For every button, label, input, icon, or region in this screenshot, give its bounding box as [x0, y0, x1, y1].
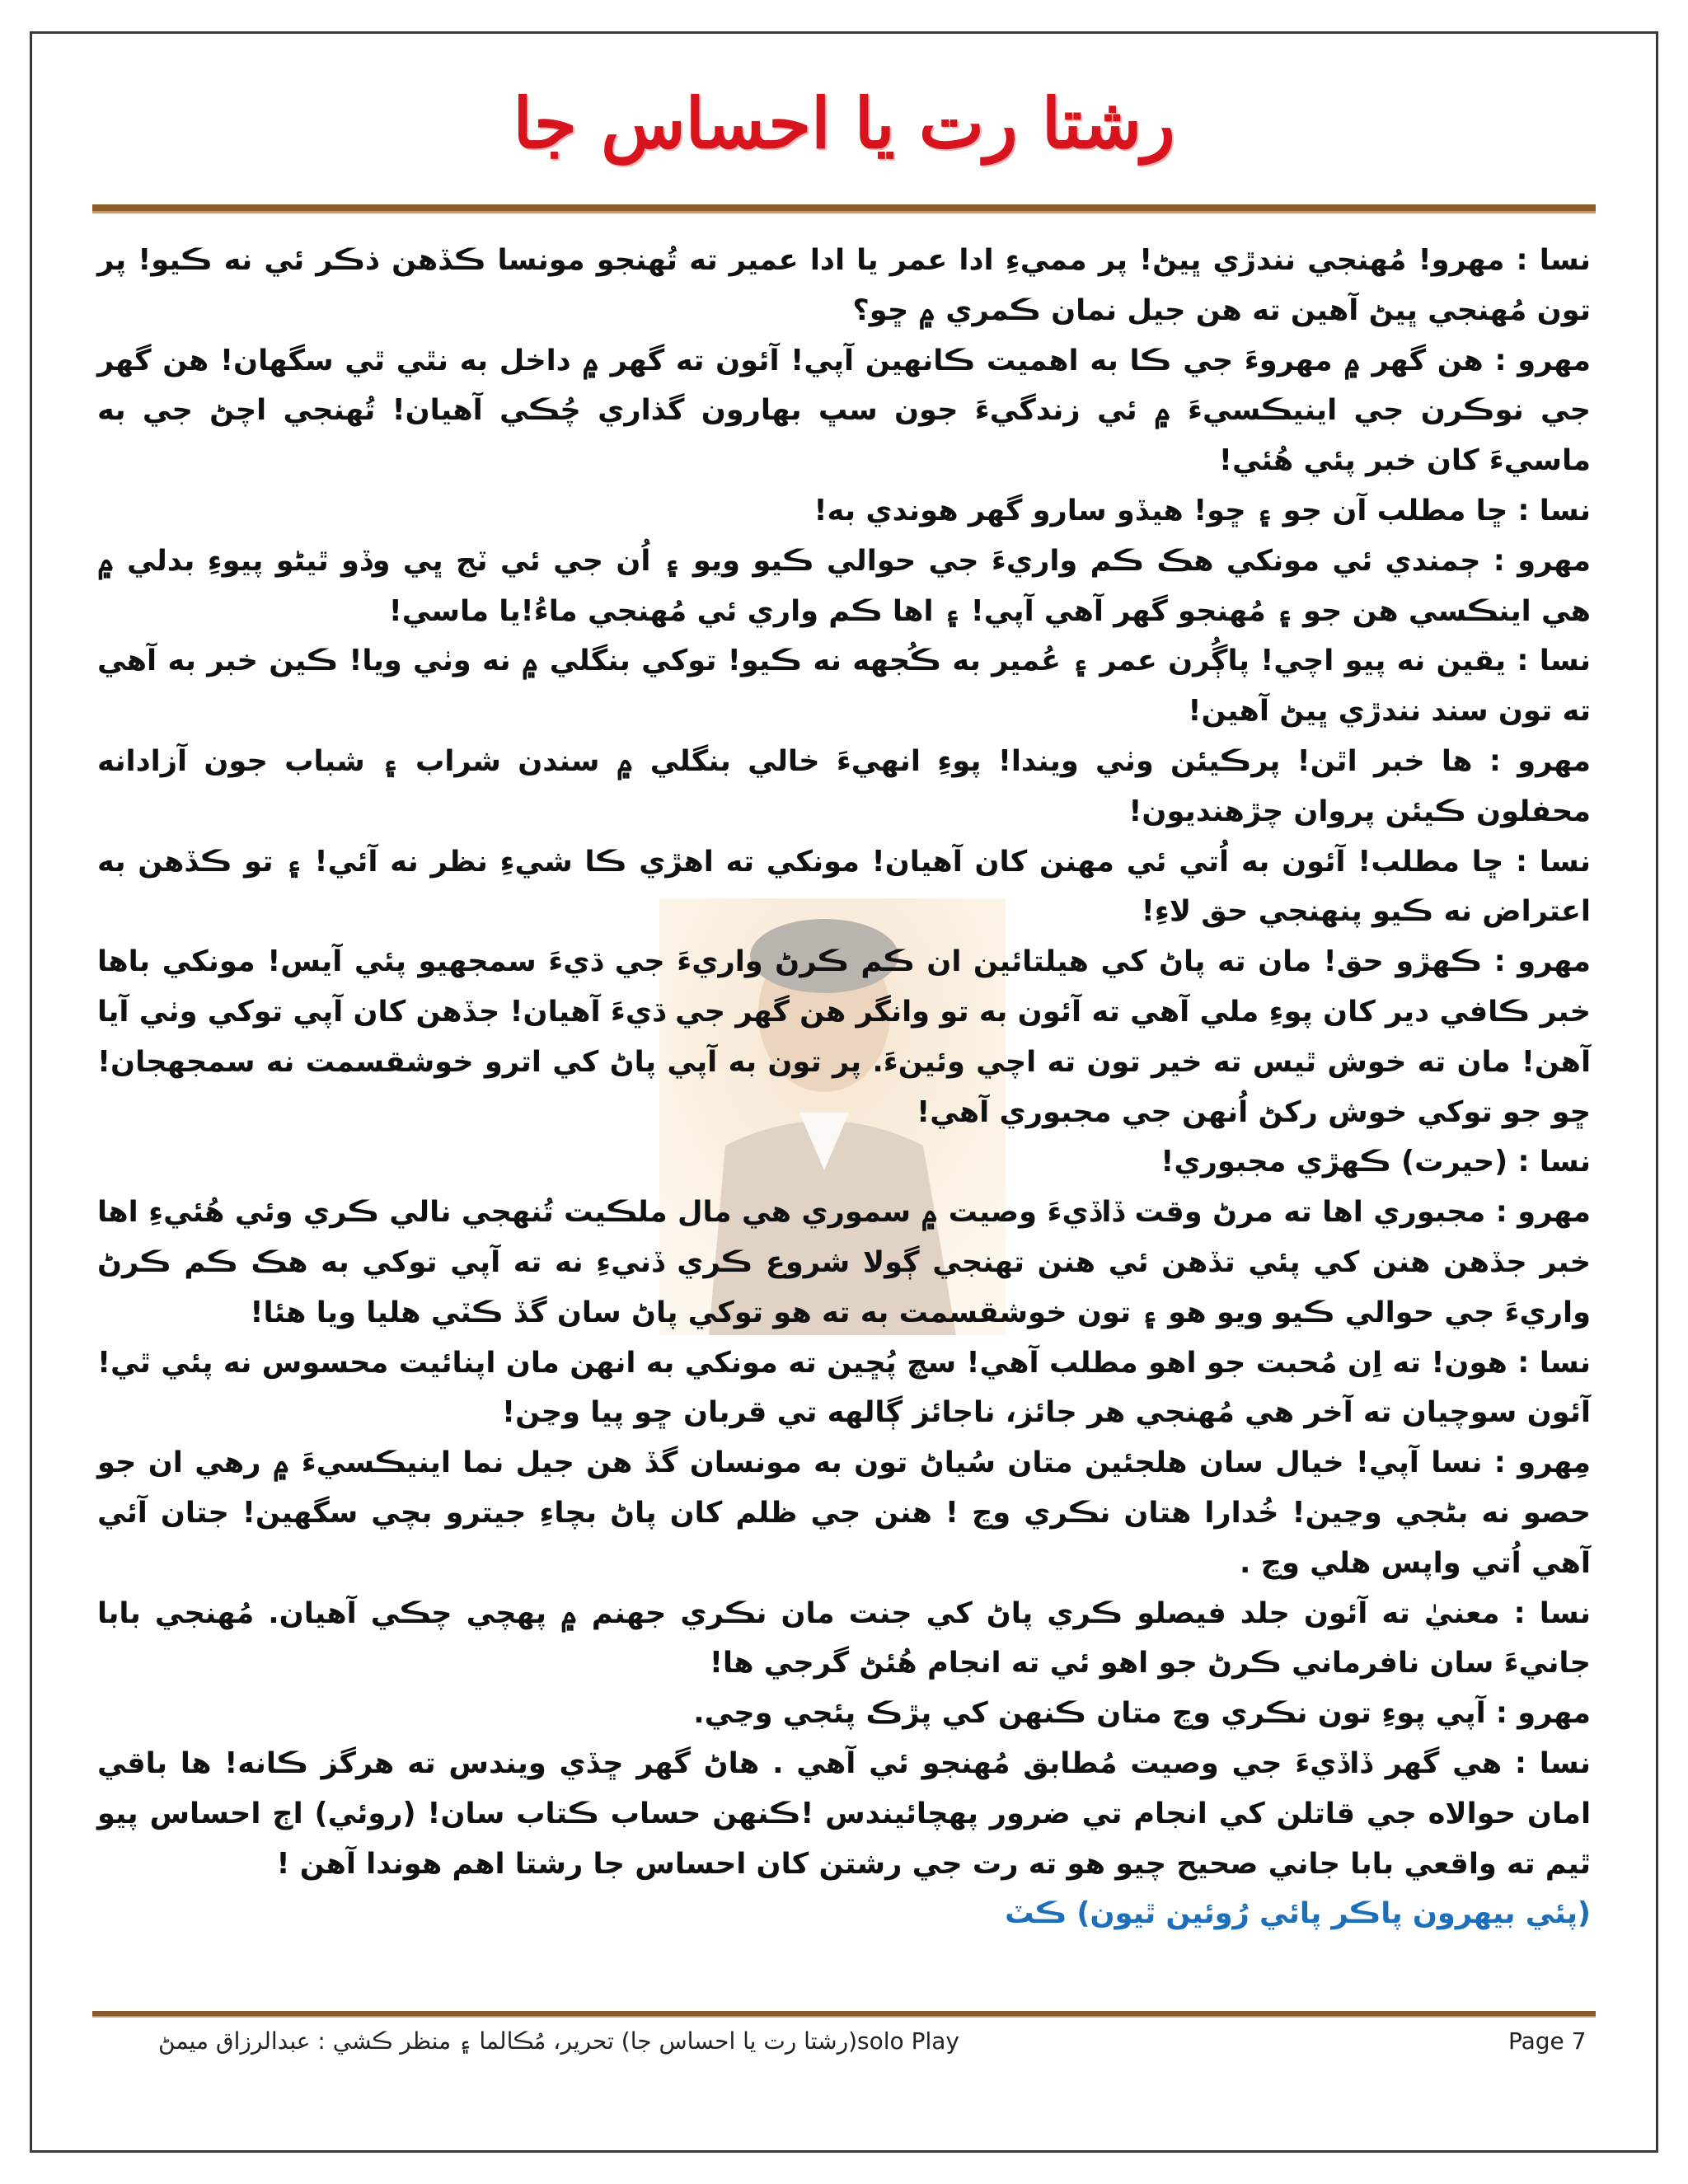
footer-credit: solo Play(رشتا رت يا احساس جا) تحرير، مُڪالما ۽ منظر ڪشي : عبدالرزاق ميمڻ [158, 2027, 959, 2055]
dialogue-line: مهرو : ها خبر اٿن! پرڪيئن وٺي ويندا! پوءِ انهيءَ خالي بنگلي ۾ سندن شراب ۽ شباب جون آزادانه محفلون ڪيئن پروان چڙهنديون! [97, 743, 1591, 828]
dialogue-line: نسا : ڇا مطلب آن جو ۽ ڇو! هيڏو سارو گهر هوندي به! [814, 493, 1591, 527]
dialogue-line: نسا : مهرو! مُهنجي نندڙي ڀيڻ! پر مميءِ ادا عمر يا ادا عمير ته تُهنجو مونسا ڪڏهن ذڪر ئي نه ڪيو! پر تون مُهنجي ڀيڻ آهين ته هن جيل نمان ڪمري ۾ ڇو؟ [97, 243, 1591, 327]
dialogue-line: مهرو : ڪهڙو حق! مان ته پاڻ کي هيلتائين ان ڪم ڪرڻ واريءَ جي ڌيءَ سمجهيو پئي آيس! مونکي باها خبر ڪافي دير کان پوءِ ملي آهي ته آئون به تو وانگر هن گهر جي ڌيءَ آهيان! جڏهن کان آپي توکي وٺي آيا آهن! مان ته خوش ٿيس ته خير تون ته اچي وئينءَ. پر تون به آپي پاڻ کي اترو خوشقسمت نه سمجهجان! ڇو جو توکي خوش رکڻ اُنهن جي مجبوري آهي! [97, 944, 1591, 1129]
dialogue-line: مهرو : هن گهر ۾ مهروءَ جي ڪا به اهميت ڪانهين آپي! آئون ته گهر ۾ داخل به نٿي ٿي سگهان! هن گهر جي نوڪرن جي اينيڪسيءَ ۾ ئي زندگيءَ جون سڀ بهارون گذاري چُڪي آهيان! تُهنجي اچڻ جي به ماسيءَ کان خبر پئي هُئي! [97, 343, 1591, 478]
footer-divider [92, 2011, 1596, 2018]
dialogue-line: مهرو : آپي پوءِ تون نڪري وڃ متان ڪنهن کي پڙڪ پئجي وڃي. [693, 1696, 1591, 1731]
dialogue-line: مِهرو : نسا آپي! خيال سان هلجئين متان سُياڻ تون به مونسان گڏ هن جيل نما اينيڪسيءَ ۾ رهي ان جو حصو نه بڻجي وڃين! خُدارا هتان نڪري وڃ ! هنن جي ظلم کان پاڻ بچاءِ جيترو بچي سگهين! جتان آئي آهي اُتي واپس هلي وڃ . [97, 1446, 1591, 1580]
dialogue-line: مهرو : مجبوري اها ته مرڻ وقت ڏاڏيءَ وصيت ۾ سموري هي مال ملڪيت تُنهجي نالي ڪري وئي هُئيءِ اها خبر جڏهن هنن کي پئي تڏهن ئي هنن تهنجي ڳولا شروع ڪري ڏنيءِ نه ته آپي توکي به هڪ ڪم ڪرڻ واريءَ جي حوالي ڪيو ويو هو ۽ تون خوشقسمت به ته هو توکي پاڻ سان گڏ ڪٽي هليا ويا هئا! [97, 1195, 1591, 1329]
dialogue-line: نسا : يقين نه پيو اچي! پاڳُرن عمر ۽ عُمير به ڪُجهه نه ڪيو! توکي بنگلي ۾ نه وٺي ويا! ڪين خبر به آهي ته تون سند نندڙي ڀيڻ آهين! [97, 644, 1591, 729]
page-title: رشتا رت يا احساس جا [513, 82, 1175, 164]
dialogue-line: مهرو : ڄمندي ئي مونکي هڪ ڪم واريءَ جي حوالي ڪيو ويو ۽ اُن جي ئي ٽج ڀي وڏو ٿيڻو پيوءِ بدلي ۾ هي اينڪسي هن جو ۽ مُهنجو گهر آهي آپي! ۽ اها ڪم واري ئي مُهنجي ماءُ!يا ماسي! [97, 543, 1591, 628]
title-divider [92, 204, 1596, 213]
dialogue-line: نسا : (حيرت) ڪهڙي مجبوري! [1160, 1145, 1591, 1179]
dialogue-body [97, 236, 1591, 1939]
dialogue-line: نسا : ڇا مطلب! آئون به اُتي ئي مهنن کان آهيان! مونکي ته اهڙي ڪا شيءِ نظر نه آئي! ۽ تو ڪڏهن به اعتراض نه ڪيو پنهنجي حق لاءِ! [97, 844, 1591, 929]
dialogue-line: نسا : هون! ته اِن مُحبت جو اهو مطلب آهي! سچ پُڇين ته مونکي به انهن مان اپنائيت محسوس نه پئي ٿي! آئون سوچيان ته آخر هي مُهنجي هر جائز، ناجائز ڳالهه تي قربان ڇو پيا وڃن! [97, 1345, 1591, 1430]
page-footer [92, 2019, 1596, 2069]
closing-stage-direction: (پئي بيهرون پاڪر پائي رُوئين ٿيون) ڪٽ [1005, 1896, 1591, 1931]
dialogue-line: نسا : هي گهر ڏاڏيءَ جي وصيت مُطابق مُهنجو ئي آهي . هاڻ گهر ڇڏي ويندس ته هرگز ڪانه! ها باقي امان حوالاه جي قاتلن کي انجام تي ضرور پهچائيندس !ڪنهن حساب ڪتاب سان! (روئي) اڄ احساس پيو ٿيم ته واقعي بابا جاني صحيح چيو هو ته رت جي رشتن کان احساس جا رشتا اهم هوندا آهن ! [97, 1746, 1591, 1881]
page-number: Page 7 [1508, 2027, 1587, 2055]
dialogue-line: نسا : معنيٰ ته آئون جلد فيصلو ڪري پاڻ کي جنت مان نڪري جهنم ۾ پهچي چڪي آهيان. مُهنجي بابا جانيءَ سان نافرماني ڪرڻ جو اهو ئي ته انجام هُئڻ گرجي ها! [97, 1596, 1591, 1680]
